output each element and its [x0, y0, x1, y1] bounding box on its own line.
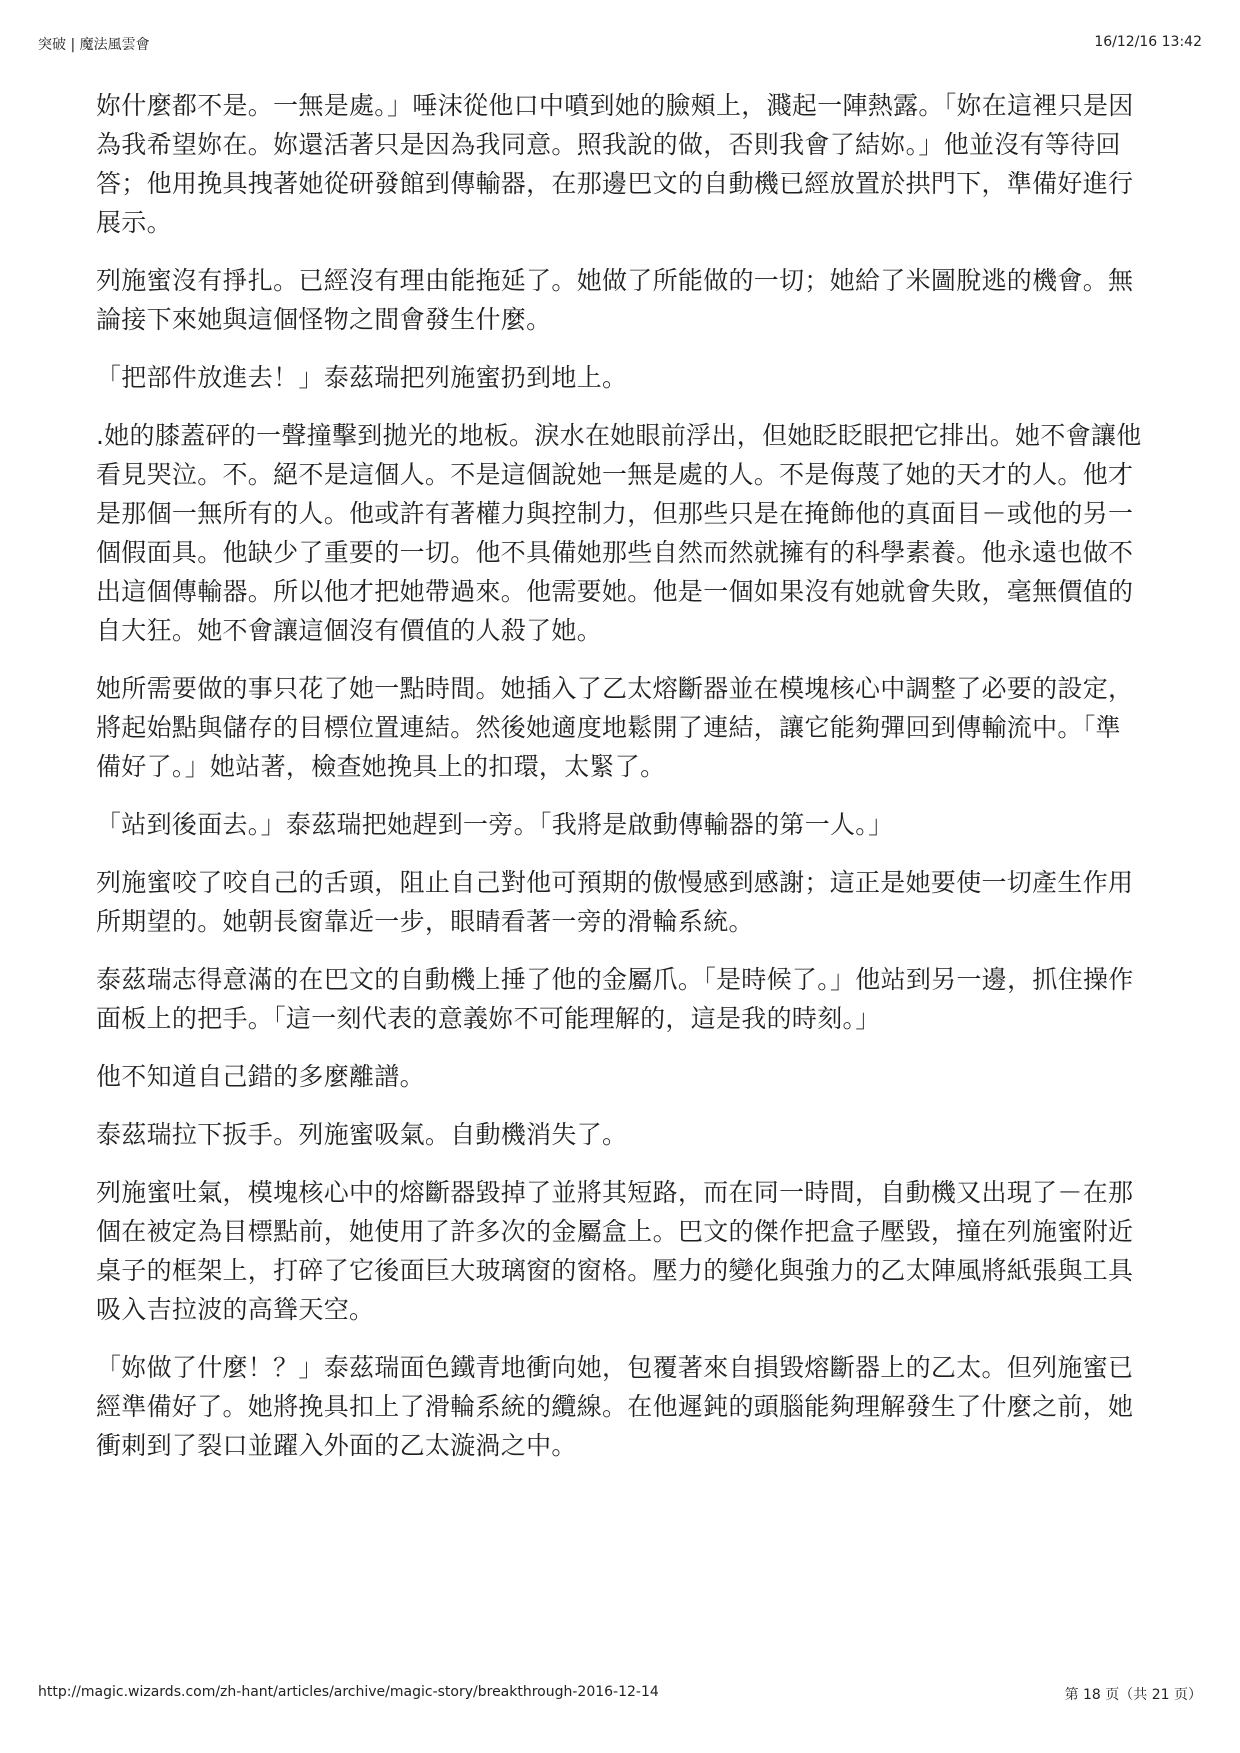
paragraph: 「把部件放進去！」泰茲瑞把列施蜜扔到地上。 — [96, 363, 628, 392]
paragraph: 「站到後面去。」泰茲瑞把她趕到一旁。「我將是啟動傳輸器的第一人。」 — [96, 810, 894, 839]
page-number: 第 18 页（共 21 页） — [1064, 1687, 1202, 1703]
paragraph: 泰茲瑞志得意滿的在巴文的自動機上捶了他的金屬爪。「是時候了。」他站到另一邊，抓住操作面板上的把手。「這一刻代表的意義妳不可能理解的，這是我的時刻。」 — [96, 965, 1134, 1033]
paragraph: 列施蜜咬了咬自己的舌頭，阻止自己對他可預期的傲慢感到感謝；這正是她要使一切產生作用所期望的。她朝長窗靠近一步，眼睛看著一旁的滑輪系統。 — [96, 868, 1134, 936]
paragraph: 泰茲瑞拉下扳手。列施蜜吸氣。自動機消失了。 — [96, 1120, 628, 1149]
print-header — [38, 34, 1202, 56]
paragraph: 列施蜜沒有掙扎。已經沒有理由能拖延了。她做了所能做的一切；她給了米圖脫逃的機會。無論接下來她與這個怪物之間會發生什麼。 — [96, 266, 1134, 334]
article-body — [96, 86, 1142, 1484]
paragraph: 她所需要做的事只花了她一點時間。她插入了乙太熔斷器並在模塊核心中調整了必要的設定，將起始點與儲存的目標位置連結。然後她適度地鬆開了連結，讓它能夠彈回到傳輸流中。「準備好了。」她站著，檢查她挽具上的扣環，太緊了。 — [96, 674, 1134, 781]
paragraph: 他不知道自己錯的多麼離譜。 — [96, 1062, 425, 1091]
paragraph: 列施蜜吐氣，模塊核心中的熔斷器毀掉了並將其短路，而在同一時間，自動機又出現了－在那個在被定為目標點前，她使用了許多次的金屬盒上。巴文的傑作把盒子壓毀，撞在列施蜜附近桌子的框架上，打碎了它後面巨大玻璃窗的窗格。壓力的變化與強力的乙太陣風將紙張與工具吸入吉拉波的高聳天空。 — [96, 1178, 1134, 1324]
page-title: 突破 | 魔法風雲會 — [38, 37, 150, 53]
paragraph: 「妳做了什麼！？」泰茲瑞面色鐵青地衝向她，包覆著來自損毀熔斷器上的乙太。但列施蜜已經準備好了。她將挽具扣上了滑輪系統的纜線。在他遲鈍的頭腦能夠理解發生了什麼之前，她衝刺到了裂口並躍入外面的乙太漩渦之中。 — [96, 1353, 1134, 1460]
paragraph: 妳什麼都不是。一無是處。」唾沫從他口中噴到她的臉頰上，濺起一陣熱露。「妳在這裡只是因為我希望妳在。妳還活著只是因為我同意。照我說的做，否則我會了結妳。」他並沒有等待回答；他用挽具拽著她從研發館到傳輸器，在那邊巴文的自動機已經放置於拱門下，準備好進行展示。 — [96, 91, 1134, 237]
print-datetime: 16/12/16 13:42 — [1094, 34, 1202, 50]
paragraph: .她的膝蓋砰的一聲撞擊到拋光的地板。淚水在她眼前浮出，但她眨眨眼把它排出。她不會讓他看見哭泣。不。絕不是這個人。不是這個說她一無是處的人。不是侮蔑了她的天才的人。他才是那個一無所有的人。他或許有著權力與控制力，但那些只是在掩飾他的真面目－或他的另一個假面具。他缺少了重要的一切。他不具備她那些自然而然就擁有的科學素養。他永遠也做不出這個傳輸器。所以他才把她帶過來。他需要她。他是一個如果沒有她就會失敗，毫無價值的自大狂。她不會讓這個沒有價值的人殺了她。 — [96, 421, 1142, 645]
print-footer — [38, 1684, 1202, 1706]
source-url[interactable]: http://magic.wizards.com/zh-hant/articles/archive/magic-story/breakthrough-2016-12-14 — [38, 1684, 659, 1700]
